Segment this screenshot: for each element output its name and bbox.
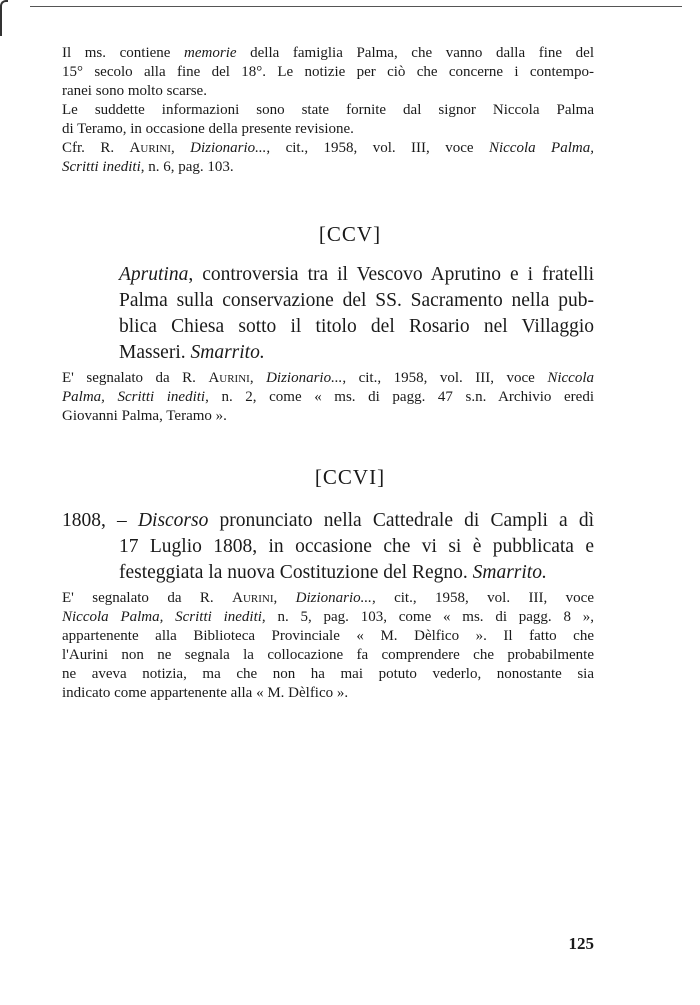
intro-line: ranei sono molto scarse. [62,83,207,99]
entry-line: festeggiata la nuova Costituzione del Regno. Smarrito. [119,562,547,583]
note-line: ne aveva notizia, ma che non ha mai potuto vederlo, nonostante sia [62,666,594,682]
page-number: 125 [568,934,594,953]
section-heading-ccv: [CCV] [318,222,382,246]
entry-line: Aprutina, controversia tra il Vescovo Aprutino e i fratelli [119,264,594,285]
section-heading-ccvi: [CCVI] [314,465,386,489]
note-ccvi [62,589,594,703]
note-line: E' segnalato da R. Aurini, Dizionario..., cit., 1958, vol. III, voce Niccola [62,370,594,386]
page-corner-mark [0,0,8,36]
note-line: appartenente alla Biblioteca Provinciale « M. Dèlfico ». Il fatto che [62,628,594,644]
intro-line: Il ms. contiene memorie della famiglia Palma, che vanno dalla fine del [62,45,594,61]
note-line: Niccola Palma, Scritti inediti, n. 5, pag. 103, come « ms. di pagg. 8 », [62,609,594,625]
entry-ccvi [62,508,594,586]
intro-line: Cfr. R. Aurini, Dizionario..., cit., 1958, vol. III, voce Niccola Palma, [62,140,594,156]
note-ccv [62,369,594,426]
intro-line: Scritti inediti, n. 6, pag. 103. [62,159,234,175]
note-line: indicato come appartenente alla « M. Dèlfico ». [62,685,349,701]
entry-line: blica Chiesa sotto il titolo del Rosario nel Villaggio [119,316,594,337]
entry-line: 1808, – Discorso pronunciato nella Cattedrale di Campli a dì [62,510,594,531]
entry-line: 17 Luglio 1808, in occasione che vi si è pubblicata e [119,536,594,557]
intro-line: di Teramo, in occasione della presente revisione. [62,121,354,137]
top-rule [30,6,682,7]
note-line: Palma, Scritti inediti, n. 2, come « ms. di pagg. 47 s.n. Archivio eredi [62,389,594,405]
entry-ccv [62,262,594,366]
intro-paragraph [62,44,594,177]
note-line: Giovanni Palma, Teramo ». [62,408,227,424]
entry-line: Masseri. Smarrito. [119,342,265,363]
note-line: l'Aurini non ne segnala la collocazione fa comprendere che probabilmente [62,647,594,663]
note-line: E' segnalato da R. Aurini, Dizionario..., cit., 1958, vol. III, voce [62,590,594,606]
intro-line: Le suddette informazioni sono state fornite dal signor Niccola Palma [62,102,594,118]
intro-line: 15° secolo alla fine del 18°. Le notizie per ciò che concerne i contempo- [62,64,594,80]
entry-line: Palma sulla conservazione del SS. Sacramento nella pub- [119,290,594,311]
